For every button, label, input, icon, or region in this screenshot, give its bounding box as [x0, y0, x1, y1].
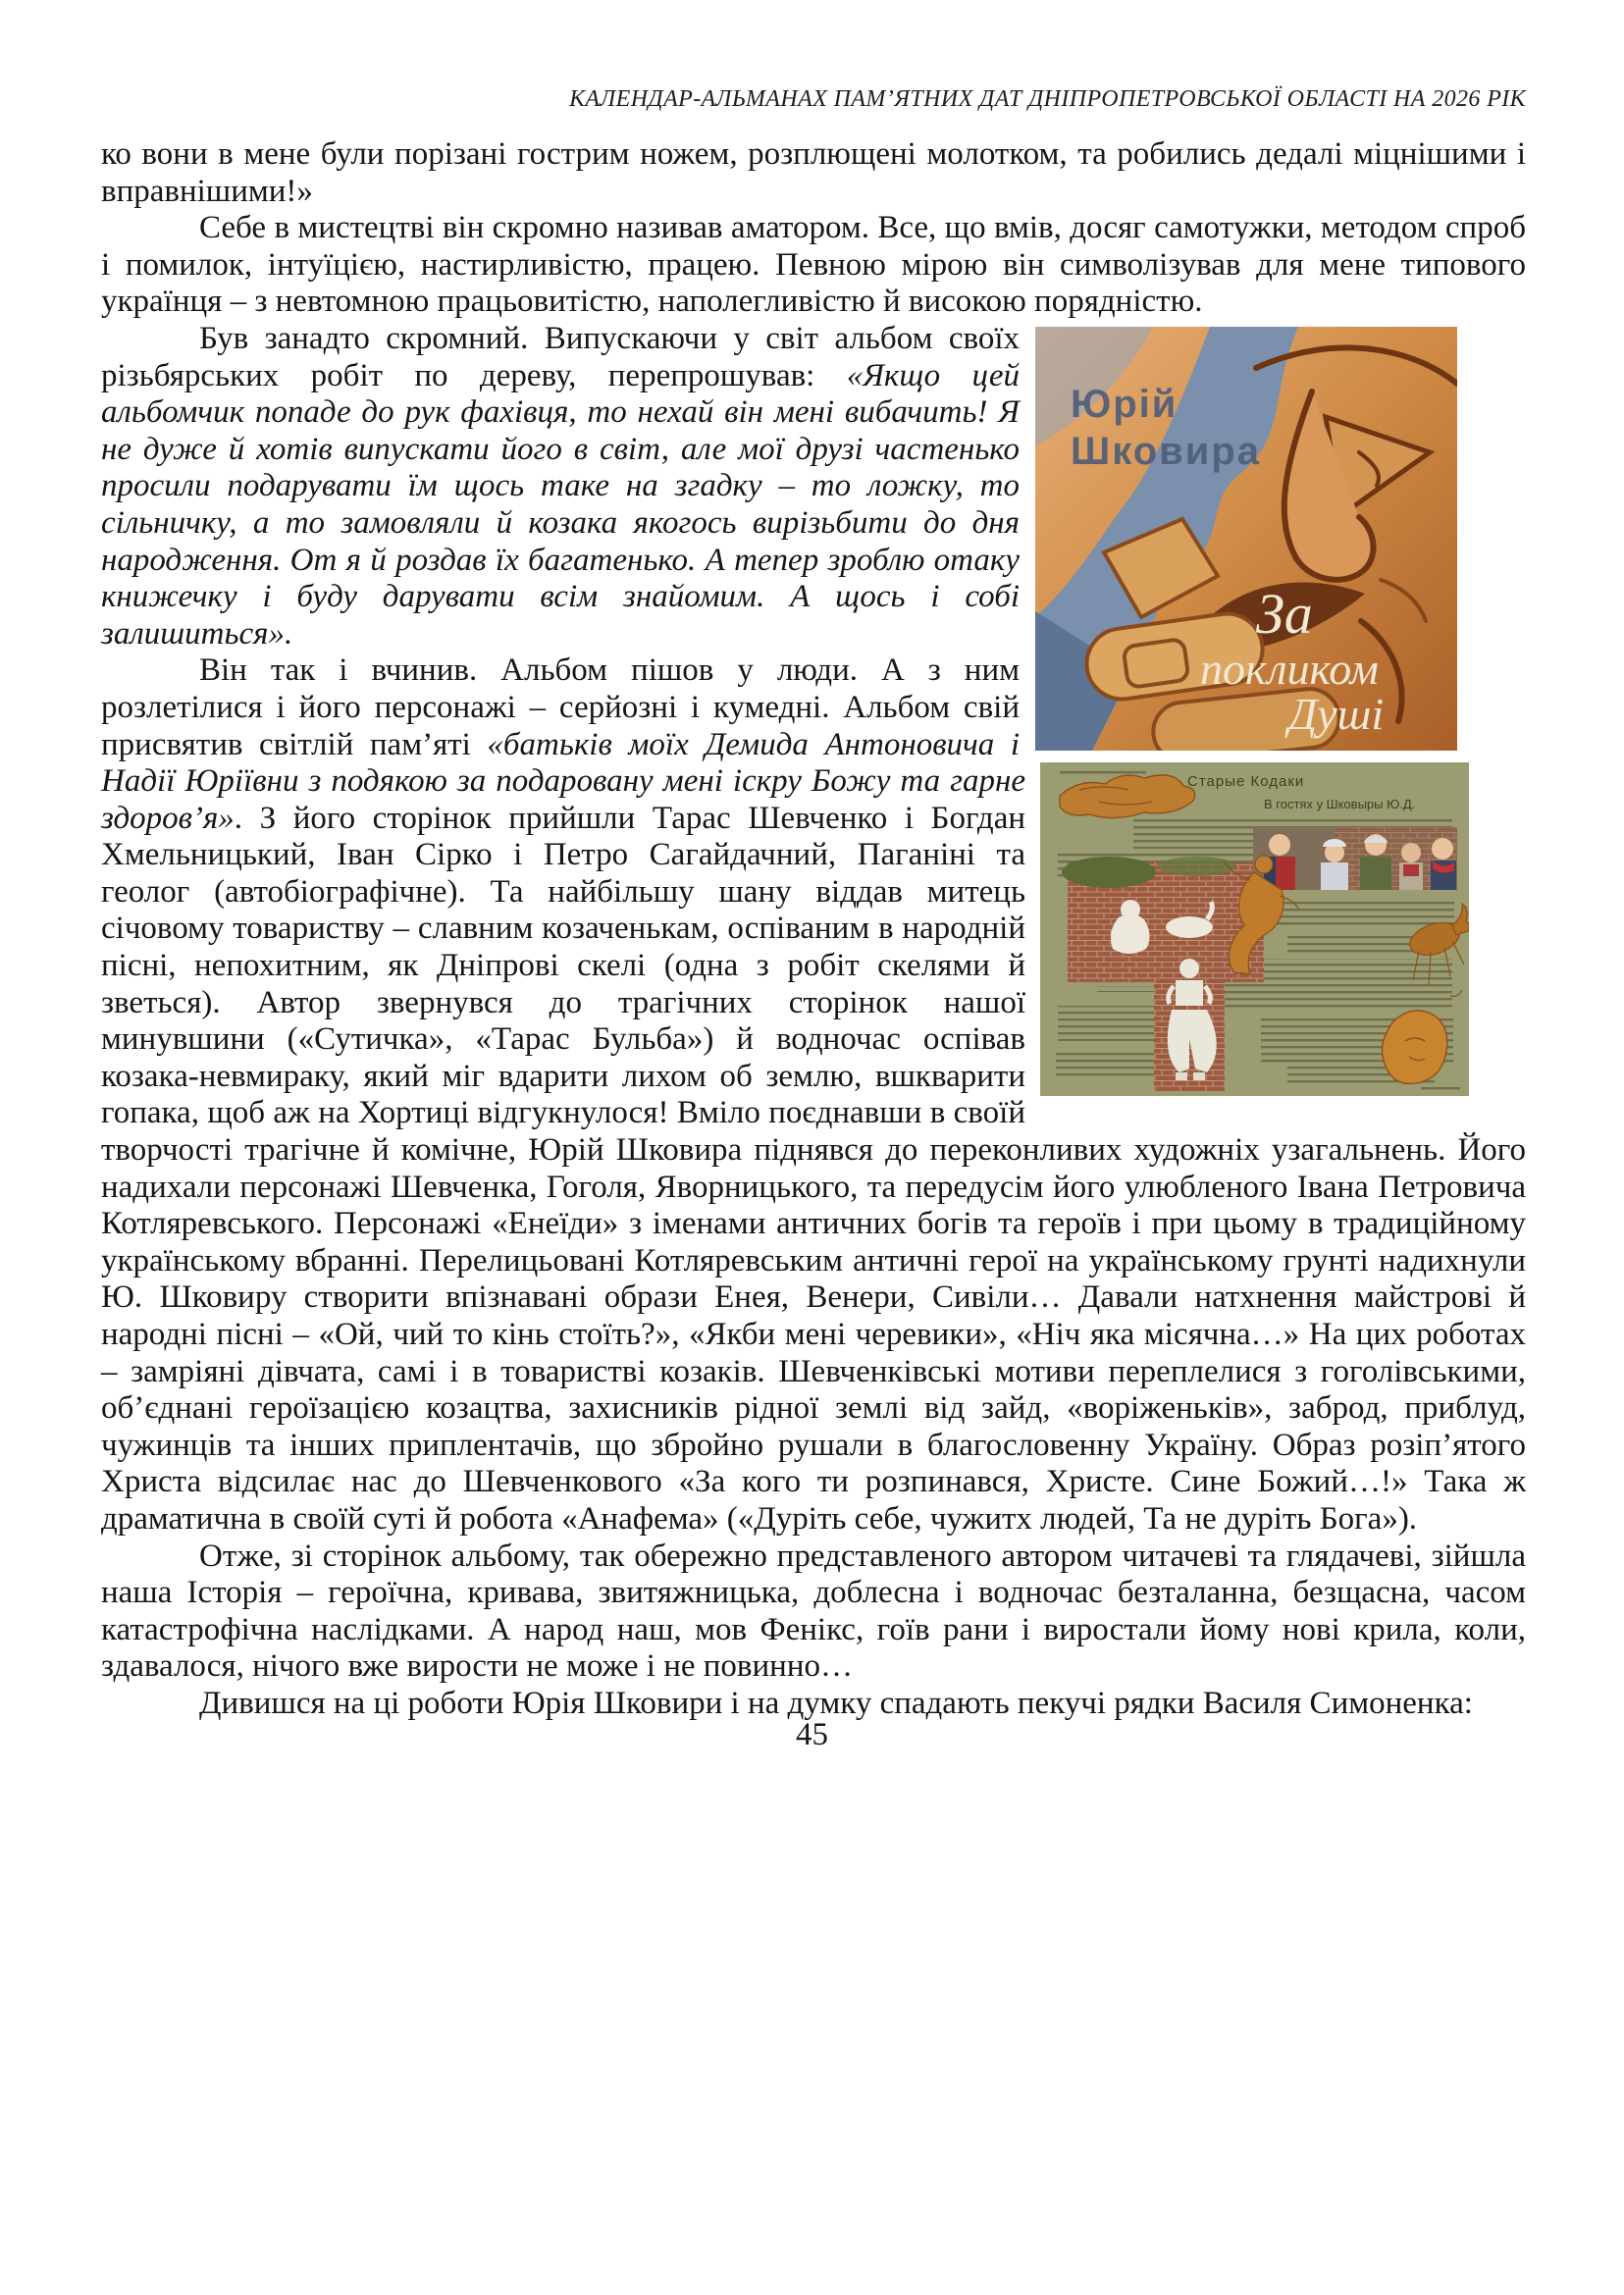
text-segment-dedication: «батьків моїх Демида Антоновича і Надії Юріївни з подякою за подаровану мені іскру Божу та гарне здоров’я»: [101, 726, 1025, 836]
page-number: 45: [796, 1717, 828, 1752]
svg-text:покликом: покликом: [1200, 643, 1379, 694]
svg-text:Юрій: Юрій: [1071, 382, 1179, 426]
paragraph: [101, 210, 1526, 321]
collage-subtitle: В гостях у Шковыры Ю.Д.: [1264, 796, 1416, 811]
album-cover-image: [1035, 327, 1457, 751]
text-segment: Він так і вчинив. Альбом пішов у люди. А з ним розлетілися і його персонажі – серйозні і кумедні. Альбом свій присвятив світлій пам’яті: [101, 652, 1020, 762]
running-header: КАЛЕНДАР-АЛЬМАНАХ ПАМ’ЯТНИХ ДАТ ДНІПРОПЕТРОВСЬКОЇ ОБЛАСТІ НА 2026 РІК: [569, 86, 1526, 112]
text-segment-quote: «Якщо цей альбомчик попаде до рук фахівця, то нехай він мені вибачить! Я не дуже й хотів випускати його в світ, але мої друзі частенько просили подарувати їм щось таке на згадку – то ложку, то сільничку, а то замовляли й козака якогось вирізьбити до дня народження. От я й роздав їх багатенько. А тепер зроблю отаку книжечку і буду дарувати всім знайомим. А щось і собі залишиться».: [101, 357, 1020, 652]
collage-art: [1040, 762, 1469, 1096]
svg-text:Душі: Душі: [1288, 688, 1385, 739]
collage-image: [1040, 762, 1469, 1096]
svg-text:За: За: [1256, 581, 1313, 646]
text-segment: Отже, зі сторінок альбому, так обережно представленого автором читачеві та глядачеві, зійшла наша Історія – героїчна, кривава, звитяжницька, доблесна і водночас безталанна, безщасна, часом катастрофічна наслідками. А народ наш, мов Фенікс, гоїв рани і виростали йому нові крила, коли, здавалося, нічого вже вирости не може і не повинно…: [101, 1538, 1526, 1685]
text-segment: Був занадто скромний. Випускаючи у світ альбом своїх різьбярських робіт по дереву, перепрошував:: [101, 320, 1020, 393]
group-photo: [1253, 827, 1457, 890]
article-body: [101, 136, 1526, 1723]
page-content: [101, 0, 1526, 1723]
text-segment: Дивишся на ці роботи Юрія Шковири і на думку спадають пекучі рядки Василя Симоненка:: [199, 1685, 1473, 1721]
album-cover-art: [1035, 327, 1457, 751]
cossack-relief-photo: [1154, 942, 1225, 1091]
svg-text:Шковира: Шковира: [1071, 429, 1261, 473]
text-segment: . З його сторінок прийшли Тарас Шевченко і Богдан Хмельницький, Іван Сірко і Петро Сагайдачний, Паганіні та геолог (автобіографічне). Та найбільшу шану віддав митець січовому товариству – славним козаченькам, оспіваним в народній пісні, непохитним, як Дніпрові скелі (одна з робіт скелями й зветься). Автор звернувся до трагічних сторінок нашої минувшини («Сутичка», «Тарас Бульба») й водночас оспівав козака-невмираку, який міг вдарити лихом об землю, вшкварити гопака, щоб аж на Хортиці відгукнулося! Вміло поєднавши в своїй творчості трагічне й комічне, Юрій Шковира піднявся до переконливих художніх узагальнень. Його надихали персонажі Шевченка, Гоголя, Яворницького, та передусім його улюбленого Івана Петровича Котляревського. Персонажі «Енеїди» з іменами античних богів та героїв і при цьому в традиційному українському вбранні. Перелицьовані Котляревським античні герої на українському грунті надихнули Ю. Шковиру створити впізнавані образи Енея, Венери, Сивіли… Давали натхнення майстрові й народні пісні – «Ой, чий то кінь стоїть?», «Якби мені черевики», «Ніч яка місячна…» На цих роботах – замріяні дівчата, самі і в товаристві козаків. Шевченківські мотиви переплелися з гоголівськими, об’єднані героїзацією козацтва, захисників рідної землі від зайд, «воріженьків», заброд, приблуд, чужинців та інших приплентачів, що збройно рушали в благословенну Україну. Образ розіп’ятого Христа відсилає нас до Шевченкового «За кого ти розпинався, Христе. Сине Божий…!» Така ж драматична в своїй суті й робота «Анафема» («Дуріть себе, чужитх людей, Та не дуріть Бога»).: [101, 800, 1526, 1537]
paragraph: [101, 136, 1526, 210]
collage-title: Старые Кодаки: [1187, 772, 1305, 790]
text-segment: Себе в мистецтві він скромно називав аматором. Все, що вмів, досяг самотужки, методом спроб і помилок, інтуїцією, настирливістю, працею. Певною мірою він символізував для мене типового українця – з невтомною працьовитістю, наполегливістю й високою порядністю.: [101, 210, 1526, 320]
text-segment: ко вони в мене були порізані гострим ножем, розплющені молотком, та робились дедалі міцнішими і вправнішими!»: [101, 136, 1526, 209]
paragraph: [101, 1539, 1526, 1686]
